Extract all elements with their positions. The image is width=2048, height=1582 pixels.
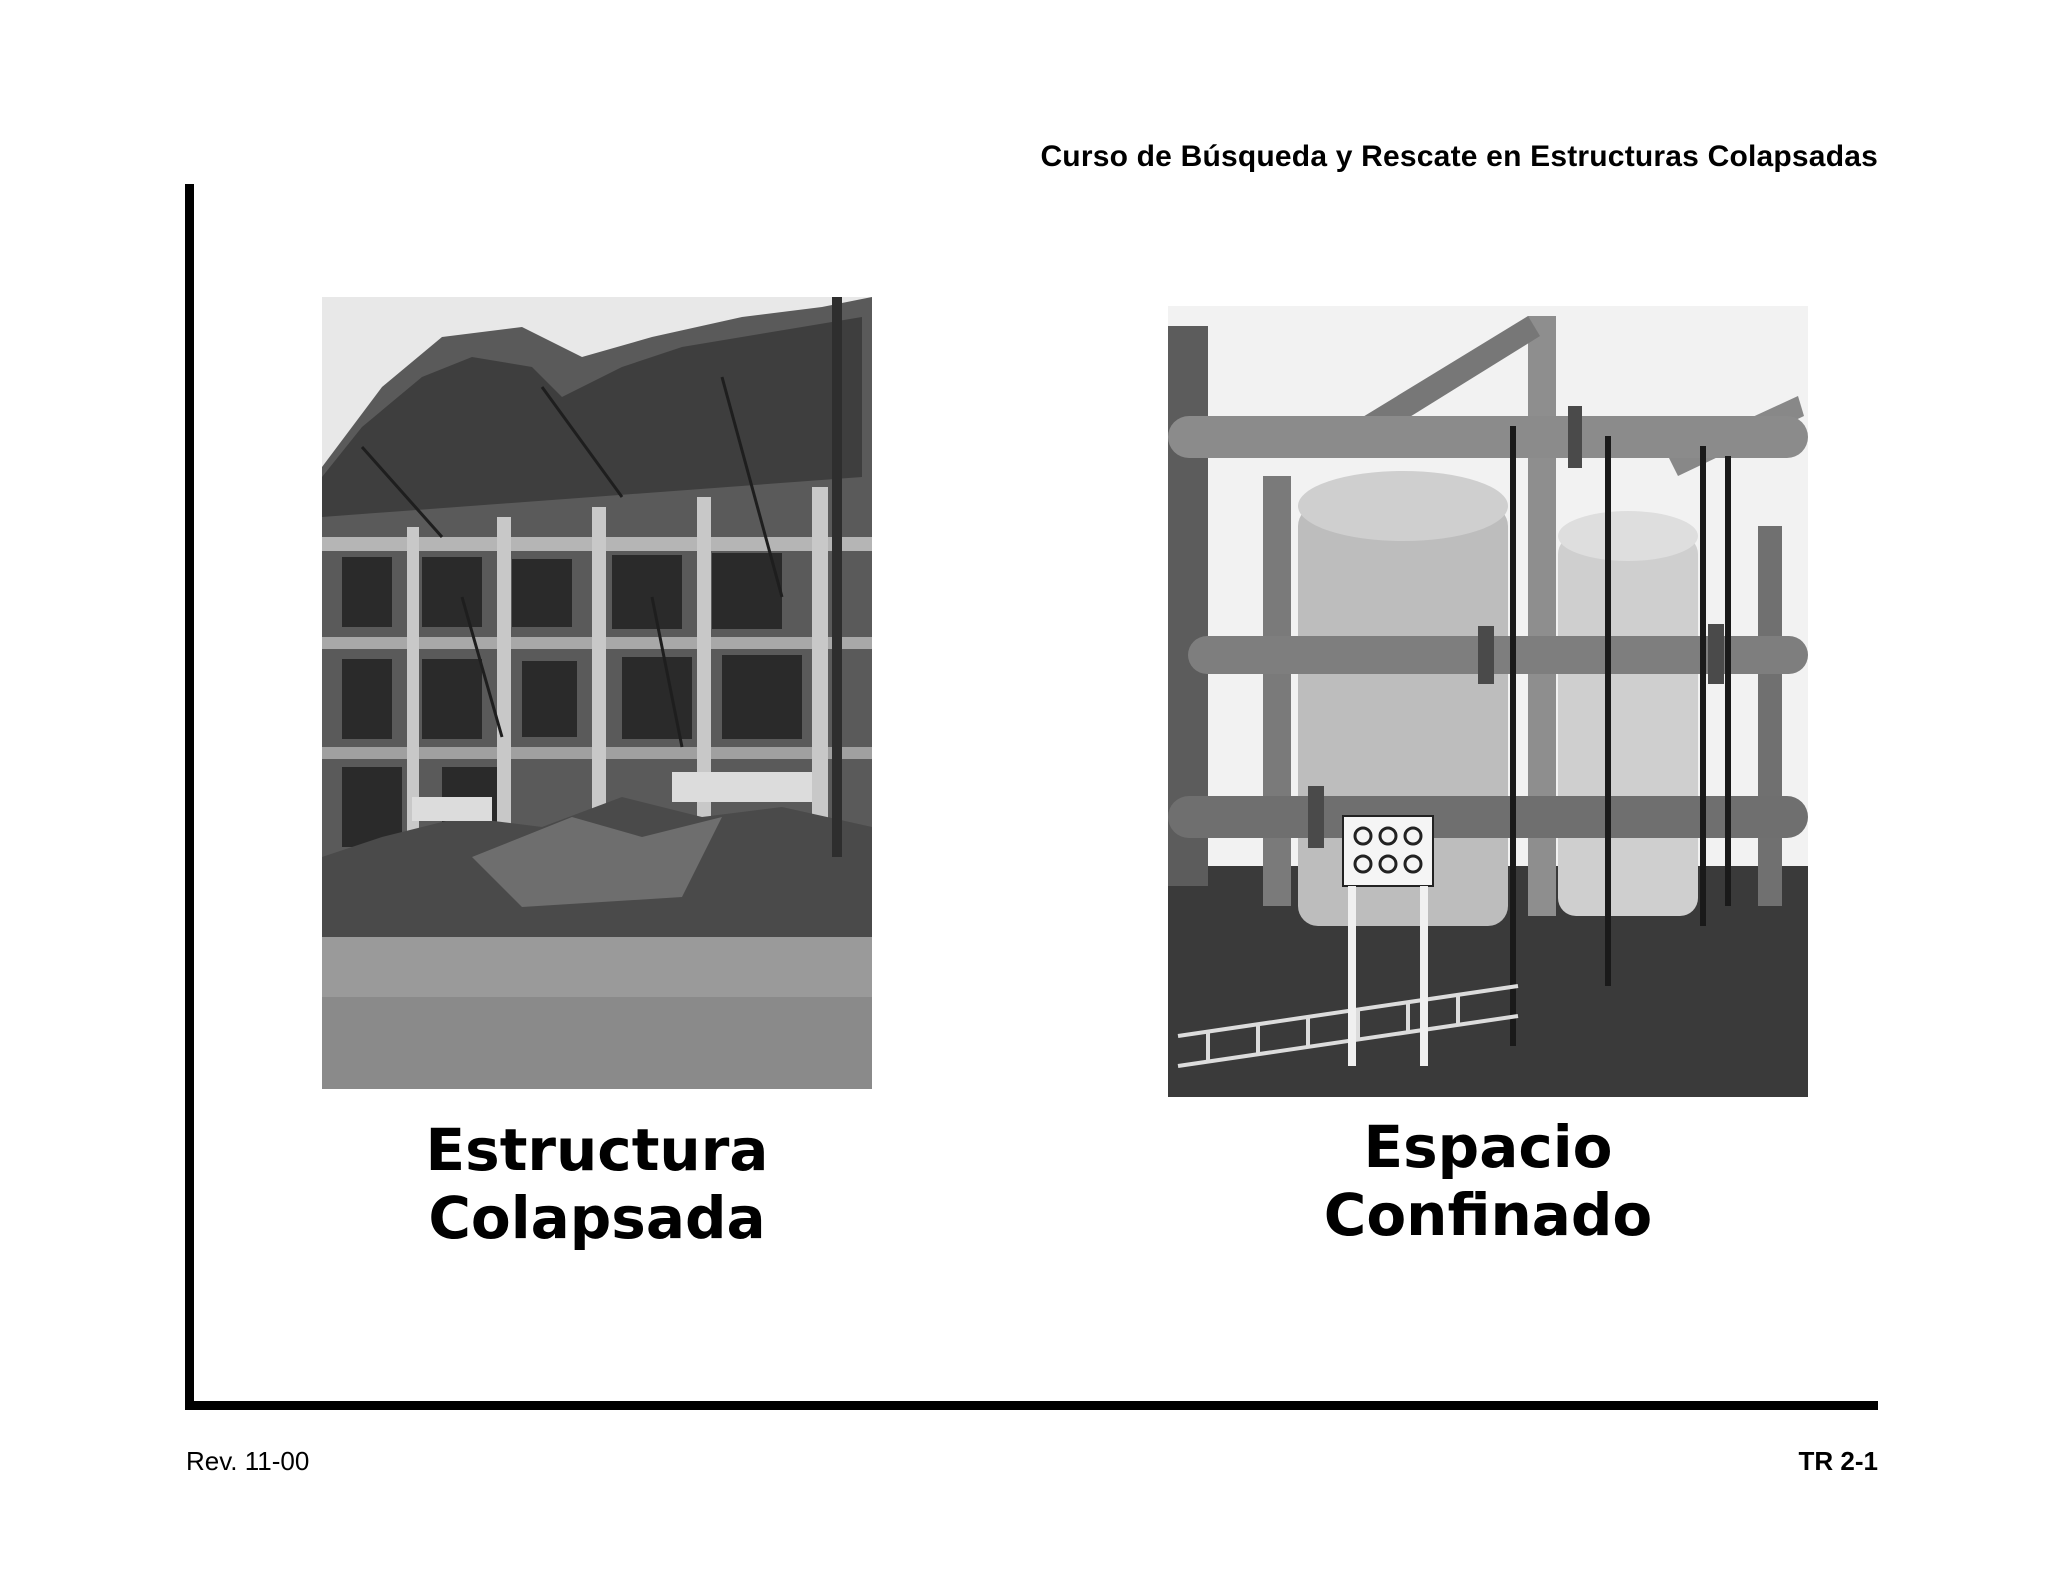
page-header-title: Curso de Búsqueda y Rescate en Estructuras Colapsadas bbox=[1040, 140, 1878, 173]
caption-line-1: Estructura bbox=[425, 1116, 769, 1184]
caption-line-2: Colapsada bbox=[428, 1184, 766, 1252]
collapsed-building-photo bbox=[322, 297, 872, 1089]
frame-left-rule bbox=[185, 184, 194, 1410]
caption-collapsed-structure bbox=[322, 1116, 872, 1252]
caption-line-1: Espacio bbox=[1363, 1113, 1613, 1181]
caption-confined-space bbox=[1168, 1113, 1808, 1249]
industrial-piping-tanks-photo bbox=[1168, 306, 1808, 1097]
frame-bottom-rule bbox=[185, 1401, 1878, 1410]
footer-page-code: TR 2-1 bbox=[1798, 1446, 1878, 1476]
caption-line-2: Confinado bbox=[1323, 1181, 1653, 1249]
footer-revision: Rev. 11-00 bbox=[186, 1446, 310, 1476]
